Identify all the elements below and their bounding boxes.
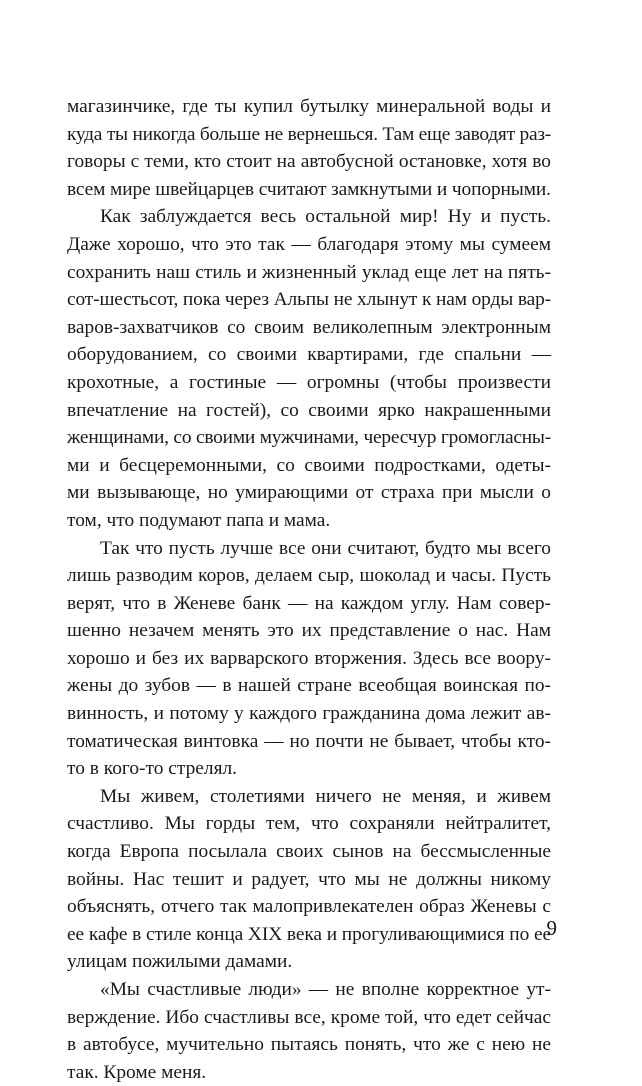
text-line: крохотные, а гостиные — огромны (чтобы произвести	[67, 371, 551, 393]
text-line: женщинами, со своими мужчинами, чересчур громогласны-	[67, 427, 551, 449]
text-line: сот-шестьсот, пока через Альпы не хлынут к нам орды вар-	[67, 289, 551, 311]
text-line: лишь разводим коров, делаем сыр, шоколад и часы. Пусть	[67, 565, 551, 587]
page-number: 9	[546, 916, 557, 940]
text-line: всем мире швейцарцев считают замкнутыми и чопорными.	[67, 178, 551, 200]
text-line: Даже хорошо, что это так — благодаря этому мы сумеем	[67, 233, 551, 255]
text-line: впечатление на гостей), со своими ярко накрашенными	[67, 399, 551, 421]
body-text	[67, 93, 551, 1086]
text-line: объяснять, отчего так малопривлекателен образ Женевы с	[67, 896, 551, 918]
text-line: куда ты никогда больше не вернешься. Там еще заводят раз-	[67, 123, 551, 145]
text-line: Мы живем, столетиями ничего не меняя, и живем	[100, 785, 551, 807]
text-line: верят, что в Женеве банк — на каждом углу. Нам совер-	[67, 592, 551, 614]
text-line: том, что подумают папа и мама.	[67, 509, 331, 531]
text-line: когда Европа посылала своих сынов на бессмысленные	[67, 841, 551, 863]
text-line: винность, и потому у каждого гражданина дома лежит ав-	[67, 703, 551, 725]
text-line: верждение. Ибо счастливы все, кроме той, что едет сейчас	[67, 1006, 551, 1028]
text-line: томатическая винтовка — но почти не бывает, чтобы кто-	[67, 730, 551, 752]
text-line: оборудованием, со своими квартирами, где спальни —	[67, 344, 551, 366]
text-line: в автобусе, мучительно пытаясь понять, что же с нею не	[67, 1034, 551, 1056]
text-line: так. Кроме меня.	[67, 1061, 207, 1083]
text-line: Как заблуждается весь остальной мир! Ну и пусть.	[100, 206, 551, 228]
text-line: шенно незачем менять это их представление о нас. Нам	[67, 620, 551, 642]
text-line: говоры с теми, кто стоит на автобусной остановке, хотя во	[67, 151, 551, 173]
text-line: улицам пожилыми дамами.	[67, 951, 293, 973]
text-line: жены до зубов — в нашей стране всеобщая воинская по-	[67, 675, 551, 697]
text-line: ми вызывающе, но умирающими от страха при мысли о	[67, 482, 551, 504]
text-line: варов-захватчиков со своим великолепным электронным	[67, 316, 551, 338]
text-line: «Мы счастливые люди» — не вполне корректное ут-	[100, 979, 551, 1000]
text-line: то в кого-то стрелял.	[67, 758, 238, 780]
text-line: счастливо. Мы горды тем, что сохраняли нейтралитет,	[67, 813, 551, 835]
text-line: сохранить наш стиль и жизненный уклад еще лет на пять-	[67, 261, 551, 283]
text-line: ее кафе в стиле конца XIX века и прогуливающимися по ее	[67, 923, 551, 945]
text-line: магазинчике, где ты купил бутылку минеральной воды и	[67, 96, 551, 117]
text-line: войны. Нас тешит и радует, что мы не должны никому	[67, 868, 551, 890]
text-line: хорошо и без их варварского вторжения. Здесь все воору-	[67, 647, 551, 669]
text-line: Так что пусть лучше все они считают, будто мы всего	[100, 537, 551, 559]
text-line: ми и бесцеремонными, со своими подростками, одеты-	[67, 454, 551, 476]
